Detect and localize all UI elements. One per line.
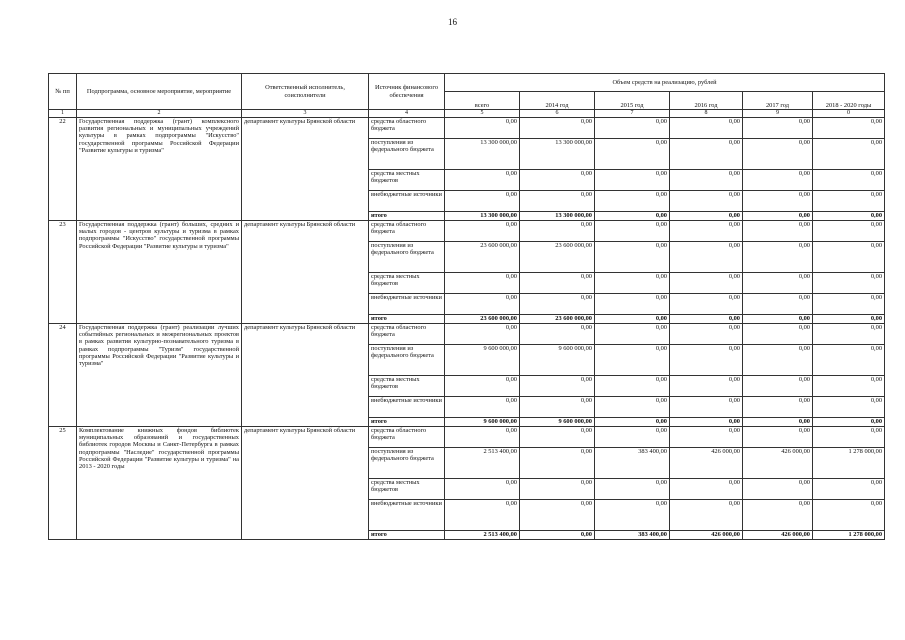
funding-source: средства областного бюджета xyxy=(369,118,445,139)
column-number: 0 xyxy=(813,110,885,118)
amount-cell: 0,00 xyxy=(445,427,520,448)
total-label: итого xyxy=(369,418,445,427)
table-row xyxy=(49,324,885,345)
amount-cell: 0,00 xyxy=(813,118,885,139)
amount-cell: 2 513 400,00 xyxy=(445,531,520,540)
column-number: 9 xyxy=(743,110,813,118)
header-source: Источник финансового обеспечения xyxy=(369,74,445,110)
amount-cell: 0,00 xyxy=(520,376,595,397)
amount-cell: 13 300 000,00 xyxy=(445,212,520,221)
column-number: 4 xyxy=(369,110,445,118)
amount-cell: 0,00 xyxy=(445,376,520,397)
amount-cell: 0,00 xyxy=(813,191,885,212)
amount-cell: 0,00 xyxy=(445,294,520,315)
header-name: Подпрограмма, основное мероприятие, мероприятие xyxy=(77,74,242,110)
amount-cell: 0,00 xyxy=(743,324,813,345)
amount-cell: 0,00 xyxy=(813,212,885,221)
funding-source: средства местных бюджетов xyxy=(369,273,445,294)
funding-source: поступления из федерального бюджета xyxy=(369,448,445,479)
amount-cell: 0,00 xyxy=(595,397,670,418)
amount-cell: 0,00 xyxy=(595,418,670,427)
total-label: итого xyxy=(369,315,445,324)
amount-cell: 0,00 xyxy=(670,118,743,139)
amount-cell: 0,00 xyxy=(813,397,885,418)
amount-cell: 0,00 xyxy=(670,294,743,315)
activity-name: Государственная поддержка (грант) реализации лучших событийных региональных и межрегиональных проектов в рамках развития культурно-познавательного туризма в рамках подпрограммы "Туризм" государственной программы Российской Федерации "Развитие культуры и туризма" xyxy=(77,324,242,427)
table-row xyxy=(49,221,885,242)
amount-cell: 0,00 xyxy=(595,170,670,191)
amount-cell: 0,00 xyxy=(670,345,743,376)
activity-name: Государственная поддержка (грант) больших, средних и малых городов - центров культуры и туризма в рамках подпрограммы "Искусство" государственной программы Российской Федерации "Развитие культуры и туризма" xyxy=(77,221,242,324)
funding-source: средства областного бюджета xyxy=(369,324,445,345)
column-number: 5 xyxy=(445,110,520,118)
amount-cell: 13 300 000,00 xyxy=(520,212,595,221)
amount-cell: 1 278 000,00 xyxy=(813,448,885,479)
amount-cell: 0,00 xyxy=(743,315,813,324)
amount-cell: 0,00 xyxy=(743,500,813,531)
amount-cell: 13 300 000,00 xyxy=(445,139,520,170)
amount-cell: 0,00 xyxy=(445,479,520,500)
amount-cell: 0,00 xyxy=(520,479,595,500)
amount-cell: 0,00 xyxy=(445,191,520,212)
amount-cell: 23 600 000,00 xyxy=(445,242,520,273)
amount-cell: 0,00 xyxy=(670,170,743,191)
amount-cell: 0,00 xyxy=(743,345,813,376)
row-number: 25 xyxy=(49,427,77,540)
header-year: всего xyxy=(445,92,520,110)
amount-cell: 2 513 400,00 xyxy=(445,448,520,479)
amount-cell: 0,00 xyxy=(520,427,595,448)
funding-source: внебюджетные источники xyxy=(369,397,445,418)
amount-cell: 0,00 xyxy=(743,212,813,221)
amount-cell: 23 600 000,00 xyxy=(520,315,595,324)
funding-table xyxy=(48,73,885,540)
table-row xyxy=(49,427,885,448)
amount-cell: 0,00 xyxy=(743,479,813,500)
funding-source: средства местных бюджетов xyxy=(369,170,445,191)
header-year: 2018 - 2020 годы xyxy=(813,92,885,110)
header-year: 2017 год xyxy=(743,92,813,110)
amount-cell: 0,00 xyxy=(595,139,670,170)
amount-cell: 0,00 xyxy=(743,139,813,170)
amount-cell: 0,00 xyxy=(595,315,670,324)
amount-cell: 0,00 xyxy=(743,118,813,139)
column-number: 8 xyxy=(670,110,743,118)
amount-cell: 0,00 xyxy=(595,500,670,531)
header-year: 2015 год xyxy=(595,92,670,110)
amount-cell: 9 600 000,00 xyxy=(445,418,520,427)
amount-cell: 0,00 xyxy=(445,221,520,242)
column-number: 6 xyxy=(520,110,595,118)
amount-cell: 0,00 xyxy=(670,397,743,418)
amount-cell: 0,00 xyxy=(445,118,520,139)
amount-cell: 0,00 xyxy=(520,531,595,540)
amount-cell: 9 600 000,00 xyxy=(520,418,595,427)
funding-source: внебюджетные источники xyxy=(369,191,445,212)
amount-cell: 0,00 xyxy=(743,418,813,427)
amount-cell: 0,00 xyxy=(670,242,743,273)
amount-cell: 9 600 000,00 xyxy=(445,345,520,376)
amount-cell: 0,00 xyxy=(595,118,670,139)
header-year: 2016 год xyxy=(670,92,743,110)
funding-source: средства местных бюджетов xyxy=(369,376,445,397)
amount-cell: 0,00 xyxy=(670,324,743,345)
header-num: № пп xyxy=(49,74,77,110)
amount-cell: 0,00 xyxy=(595,273,670,294)
amount-cell: 0,00 xyxy=(520,273,595,294)
amount-cell: 0,00 xyxy=(743,242,813,273)
header-executor: Ответственный исполнитель, соисполнители xyxy=(242,74,369,110)
amount-cell: 23 600 000,00 xyxy=(520,242,595,273)
amount-cell: 0,00 xyxy=(813,376,885,397)
table-body xyxy=(49,118,885,540)
amount-cell: 383 400,00 xyxy=(595,531,670,540)
amount-cell: 0,00 xyxy=(813,242,885,273)
amount-cell: 0,00 xyxy=(670,427,743,448)
funding-source: поступления из федерального бюджета xyxy=(369,139,445,170)
amount-cell: 0,00 xyxy=(445,324,520,345)
amount-cell: 0,00 xyxy=(813,479,885,500)
amount-cell: 0,00 xyxy=(813,273,885,294)
amount-cell: 0,00 xyxy=(595,345,670,376)
funding-source: поступления из федерального бюджета xyxy=(369,345,445,376)
column-number: 7 xyxy=(595,110,670,118)
amount-cell: 0,00 xyxy=(813,500,885,531)
amount-cell: 0,00 xyxy=(670,376,743,397)
funding-source: внебюджетные источники xyxy=(369,294,445,315)
amount-cell: 426 000,00 xyxy=(743,448,813,479)
amount-cell: 0,00 xyxy=(520,324,595,345)
amount-cell: 0,00 xyxy=(743,221,813,242)
amount-cell: 0,00 xyxy=(520,294,595,315)
amount-cell: 0,00 xyxy=(445,500,520,531)
amount-cell: 0,00 xyxy=(670,315,743,324)
amount-cell: 0,00 xyxy=(813,324,885,345)
amount-cell: 0,00 xyxy=(595,242,670,273)
amount-cell: 0,00 xyxy=(813,427,885,448)
row-number: 22 xyxy=(49,118,77,221)
activity-name: Комплектование книжных фондов библиотек муниципальных образований и государственных библиотек городов Москвы и Санкт-Петербурга в рамках подпрограммы "Наследие" государственной программы Российской Федерации "Развитие культуры и туризма" на 2013 - 2020 годы xyxy=(77,427,242,540)
amount-cell: 0,00 xyxy=(670,212,743,221)
amount-cell: 426 000,00 xyxy=(670,448,743,479)
amount-cell: 23 600 000,00 xyxy=(445,315,520,324)
amount-cell: 0,00 xyxy=(813,294,885,315)
executor: департамент культуры Брянской области xyxy=(242,118,369,221)
total-label: итого xyxy=(369,531,445,540)
amount-cell: 0,00 xyxy=(670,418,743,427)
amount-cell: 0,00 xyxy=(520,221,595,242)
amount-cell: 0,00 xyxy=(595,191,670,212)
amount-cell: 0,00 xyxy=(445,170,520,191)
amount-cell: 0,00 xyxy=(670,221,743,242)
executor: департамент культуры Брянской области xyxy=(242,324,369,427)
amount-cell: 0,00 xyxy=(595,324,670,345)
amount-cell: 0,00 xyxy=(520,170,595,191)
amount-cell: 0,00 xyxy=(743,397,813,418)
amount-cell: 0,00 xyxy=(743,170,813,191)
amount-cell: 0,00 xyxy=(595,294,670,315)
amount-cell: 0,00 xyxy=(520,191,595,212)
funding-source: средства местных бюджетов xyxy=(369,479,445,500)
amount-cell: 0,00 xyxy=(813,170,885,191)
amount-cell: 0,00 xyxy=(813,139,885,170)
amount-cell: 0,00 xyxy=(670,479,743,500)
amount-cell: 1 278 000,00 xyxy=(813,531,885,540)
amount-cell: 0,00 xyxy=(595,221,670,242)
amount-cell: 0,00 xyxy=(520,500,595,531)
funding-source: поступления из федерального бюджета xyxy=(369,242,445,273)
amount-cell: 0,00 xyxy=(670,191,743,212)
funding-source: средства областного бюджета xyxy=(369,221,445,242)
amount-cell: 0,00 xyxy=(445,273,520,294)
column-number: 1 xyxy=(49,110,77,118)
amount-cell: 0,00 xyxy=(743,273,813,294)
amount-cell: 0,00 xyxy=(595,212,670,221)
amount-cell: 0,00 xyxy=(595,376,670,397)
amount-cell: 0,00 xyxy=(520,118,595,139)
amount-cell: 0,00 xyxy=(595,427,670,448)
executor: департамент культуры Брянской области xyxy=(242,221,369,324)
amount-cell: 0,00 xyxy=(813,315,885,324)
amount-cell: 0,00 xyxy=(813,418,885,427)
amount-cell: 0,00 xyxy=(520,397,595,418)
funding-source: внебюджетные источники xyxy=(369,500,445,531)
table-row xyxy=(49,118,885,139)
column-number: 3 xyxy=(242,110,369,118)
amount-cell: 0,00 xyxy=(445,397,520,418)
funding-source: средства областного бюджета xyxy=(369,427,445,448)
activity-name: Государственная поддержка (грант) комплексного развития региональных и муниципальных учреждений культуры в рамках подпрограммы "Искусство" государственной программы Российской Федерации "Развитие культуры и туризма" xyxy=(77,118,242,221)
amount-cell: 0,00 xyxy=(813,345,885,376)
amount-cell: 0,00 xyxy=(595,479,670,500)
executor: департамент культуры Брянской области xyxy=(242,427,369,540)
column-number: 2 xyxy=(77,110,242,118)
header-year: 2014 год xyxy=(520,92,595,110)
amount-cell: 0,00 xyxy=(743,294,813,315)
page-number: 16 xyxy=(448,17,457,27)
amount-cell: 13 300 000,00 xyxy=(520,139,595,170)
row-number: 23 xyxy=(49,221,77,324)
amount-cell: 426 000,00 xyxy=(670,531,743,540)
amount-cell: 0,00 xyxy=(670,139,743,170)
header-volume: Объем средств на реализацию, рублей xyxy=(445,74,885,92)
amount-cell: 383 400,00 xyxy=(595,448,670,479)
amount-cell: 0,00 xyxy=(670,500,743,531)
amount-cell: 0,00 xyxy=(813,221,885,242)
amount-cell: 426 000,00 xyxy=(743,531,813,540)
total-label: итого xyxy=(369,212,445,221)
amount-cell: 9 600 000,00 xyxy=(520,345,595,376)
amount-cell: 0,00 xyxy=(670,273,743,294)
amount-cell: 0,00 xyxy=(743,376,813,397)
row-number: 24 xyxy=(49,324,77,427)
amount-cell: 0,00 xyxy=(743,191,813,212)
amount-cell: 0,00 xyxy=(743,427,813,448)
amount-cell: 0,00 xyxy=(520,448,595,479)
